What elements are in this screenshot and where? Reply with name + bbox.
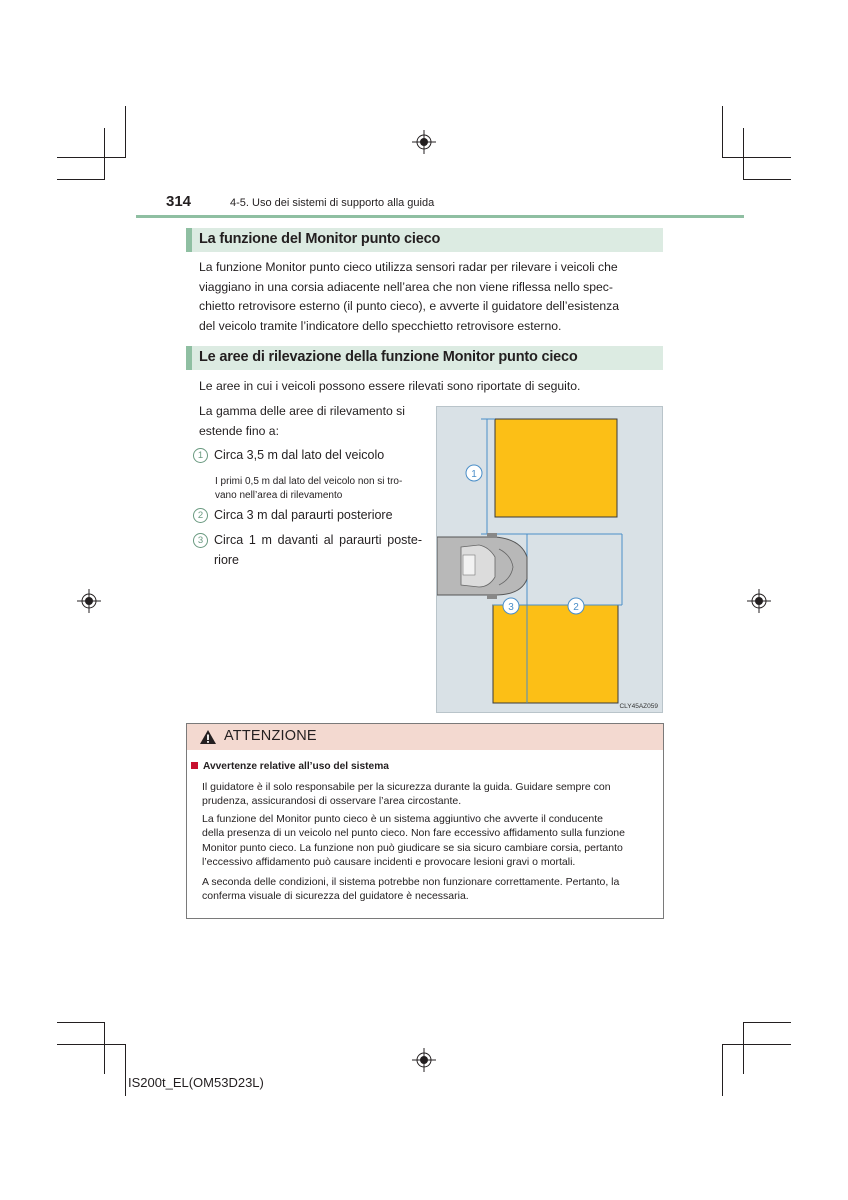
registration-mark-icon (412, 130, 436, 154)
section-intro: Le aree in cui i veicoli possono essere rilevati sono riportate di seguito. (199, 379, 581, 393)
section-body (199, 258, 659, 336)
document-code: IS200t_EL(OM53D23L) (128, 1075, 264, 1090)
circled-number-icon: 3 (193, 533, 208, 548)
text-line: prudenza, assicurandosi di osservare l’area circostante. (202, 795, 462, 808)
car-icon (437, 533, 527, 599)
warning-title: ATTENZIONE (224, 728, 317, 744)
item-text: Circa 3,5 m dal lato del veicolo (214, 448, 385, 462)
label-1: 1 (471, 469, 477, 480)
diagram-drawing (437, 407, 662, 712)
section-heading (186, 228, 663, 252)
red-square-icon (191, 762, 198, 769)
header-rule (136, 215, 744, 218)
item-text: Circa 1 m davanti al paraurti poste- (214, 533, 422, 547)
detection-area-diagram (436, 406, 663, 713)
page-number: 314 (166, 193, 192, 210)
item-note (215, 475, 427, 502)
chapter-title: 4-5. Uso dei sistemi di supporto alla guida (230, 197, 435, 209)
list-item (193, 446, 425, 466)
registration-mark-icon (747, 589, 771, 613)
text-line: I primi 0,5 m dal lato del veicolo non si tro- (215, 476, 403, 487)
text-line: Il guidatore è il solo responsabile per la sicurezza durante la guida. Guidare sempre con (202, 781, 611, 793)
warning-paragraph (202, 875, 654, 904)
text-line: della presenza di un veicolo nel punto cieco. Non fare eccessivo affidamento sulla funzione (202, 827, 625, 840)
diagram-code: CLY45AZ059 (619, 703, 658, 710)
warning-box (186, 723, 664, 919)
warning-paragraph (202, 812, 654, 869)
detection-zone-rear (493, 605, 618, 703)
range-text (199, 402, 425, 441)
item-text: riore (214, 552, 240, 567)
text-line: A seconda delle condizioni, il sistema potrebbe non funzionare correttamente. Pertanto, la (202, 876, 620, 888)
section-title: La funzione del Monitor punto cieco (199, 231, 441, 247)
warning-subtitle (191, 761, 389, 772)
registration-mark-icon (77, 589, 101, 613)
list-item (193, 506, 425, 526)
detection-zone-side (495, 419, 617, 517)
text-line: l’eccessivo affidamento può causare incidenti e provocare lesioni gravi o mortali. (202, 855, 576, 868)
warning-triangle-icon (199, 729, 217, 745)
item-text: Circa 3 m dal paraurti posteriore (214, 508, 393, 522)
text-line: La funzione Monitor punto cieco utilizza sensori radar per rilevare i veicoli che (199, 260, 618, 274)
text-line: viaggiano in una corsia adiacente nell’area che non viene riflessa nello spec- (199, 279, 613, 294)
registration-mark-icon (412, 1048, 436, 1072)
label-2: 2 (573, 602, 579, 613)
list-item (193, 531, 425, 570)
warning-paragraph (202, 780, 654, 809)
section-title: Le aree di rilevazione della funzione Monitor punto cieco (199, 349, 578, 365)
text-line: Monitor punto cieco. La funzione non può giudicare se sia sicuro cambiare corsia, pertanto (202, 841, 623, 854)
warning-header (187, 724, 663, 750)
text-line: vano nell’area di rilevamento (215, 489, 343, 501)
warning-subtitle-text: Avvertenze relative all’uso del sistema (203, 761, 389, 772)
label-3: 3 (508, 602, 514, 613)
text-line: La gamma delle aree di rilevamento si (199, 404, 405, 418)
circled-number-icon: 2 (193, 508, 208, 523)
section-heading (186, 346, 663, 370)
text-line: conferma visuale di sicurezza del guidatore è necessaria. (202, 890, 469, 903)
text-line: del veicolo tramite l’indicatore dello specchietto retrovisore esterno. (199, 318, 562, 333)
text-line: chietto retrovisore esterno (il punto cieco), e avverte il guidatore dell’esistenza (199, 299, 620, 313)
text-line: estende fino a: (199, 423, 279, 438)
circled-number-icon: 1 (193, 448, 208, 463)
text-line: La funzione del Monitor punto cieco è un sistema aggiuntivo che avverte il conducente (202, 813, 603, 825)
